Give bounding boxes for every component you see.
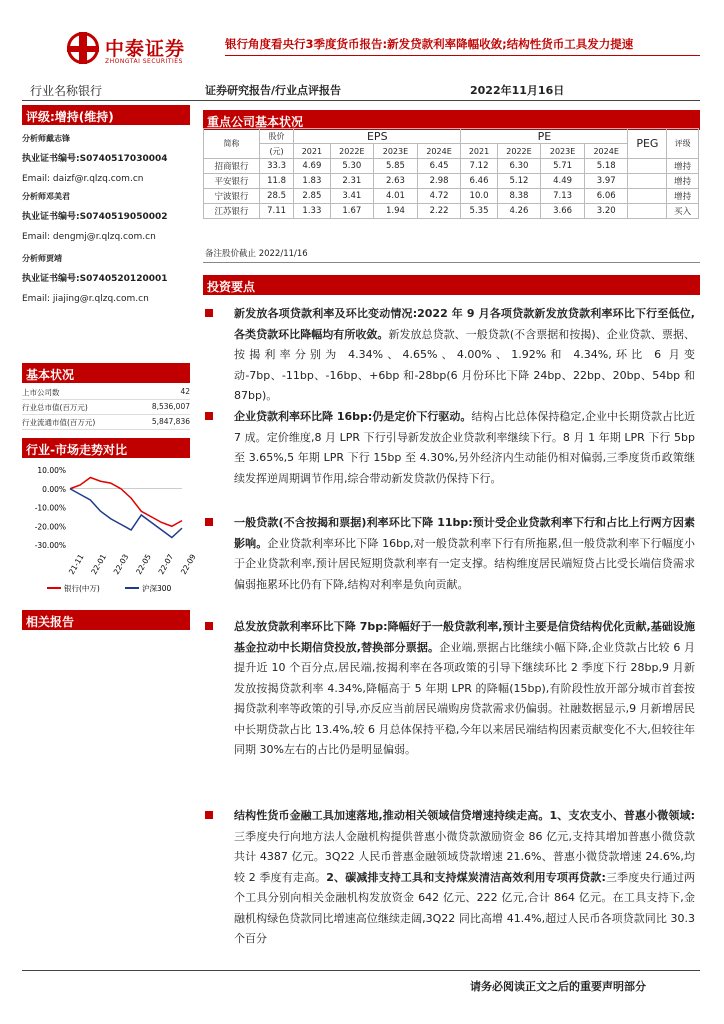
y-tick-label: 10.00% [37,466,66,475]
col-year: 2023E [374,144,418,159]
price-cell: 11.8 [259,174,293,189]
col-eps: EPS [294,129,461,144]
stat-value: 8,536,007 [151,402,190,411]
price-cell: 28.5 [259,189,293,204]
series-line [70,489,182,538]
value-cell: 2.85 [294,189,330,204]
col-pe: PE [461,129,628,144]
trend-chart [22,460,198,600]
stat-value: 42 [180,387,190,396]
table-divider [203,262,700,263]
stat-row [22,402,190,415]
analyst-email[interactable]: Email: dengmj@r.qlzq.com.cn [22,232,156,242]
col-year: 2024E [417,144,461,159]
cert-label: 执业证书编号: [22,212,80,222]
bullet-icon [205,309,213,317]
point-text-2: 三季度央行通过两个工具分别向相关金融机构发放资金 642 亿元、222 亿元,合计 864 亿元。在工具支持下,金融机构绿色贷款同比增速高位继续走阔,3Q22 同比高增 41.4%,超过人民币各项贷款同比 30.3 个百分 [234,870,695,945]
value-cell: 1.83 [294,174,330,189]
company-table [203,128,699,219]
company-logo [67,32,217,74]
analyst-block-1 [22,132,197,186]
y-tick-label: 0.00% [42,484,66,494]
header-divider [225,55,700,56]
value-cell: 5.35 [461,204,497,219]
value-cell: 4.69 [294,159,330,174]
x-tick-label: 22-07 [156,552,176,576]
value-cell: 5.18 [584,159,628,174]
peg-cell [628,159,667,174]
stat-row [22,387,190,400]
point-text: 企业贷款利率环比下降 16bp,对一般贷款利率下行有所拖累,但一般贷款利率下行幅度小于企业贷款利率,预计居民短期贷款利率有一定支撑。结构维度居民端短贷占比受长端信贷需求偏弱拖累环比仍有下降,结构对利率是负向贡献。 [234,536,695,591]
logo-mark-icon [67,32,99,64]
rating-cell: 增持 [667,174,699,189]
stat-key: 行业总市值(百万元) [22,403,88,412]
analyst-block-3 [22,252,197,306]
table-row [204,174,699,189]
col-rating: 评级 [667,129,699,159]
peg-cell [628,204,667,219]
point-text: 新发放总贷款、一般贷款(不含票据和按揭)、企业贷款、票据、按揭利率分别为 4.34%、4.65%、4.00%、1.92%和 4.34%,环比 6 月变动-7bp、-11bp、-16bp、+6bp 和-28bp(6 月份环比下降 24bp、22bp、20bp、54bp 和 87bp)。 [234,327,695,402]
point-text: 三季度央行向地方法人金融机构提供普惠小微贷款激励资金 86 亿元,支持其增加普惠小微贷款共计 4387 亿元。3Q22 人民币普惠金融领域贷款增速 21.6%、普惠小微贷款增速 24.6%,均较 2 季度有走高。 [234,829,695,884]
report-type: 证券研究报告/行业点评报告 [205,84,342,97]
logo-english: ZHONGTAI SECURITIES [105,58,183,65]
price-note: 备注股价截止 2022/11/16 [205,249,308,259]
analyst-email[interactable]: Email: daizf@r.qlzq.com.cn [22,174,144,184]
industry-name: 行业名称银行 [30,84,103,98]
rating-cell: 买入 [667,204,699,219]
value-cell: 1.94 [374,204,418,219]
value-cell: 3.20 [584,204,628,219]
basic-status-label: 基本状况 [22,363,190,383]
analyst-title: 分析师贾靖 [22,254,62,263]
point-text: 企业端,票据占比继续小幅下降,企业贷款占比较 6 月提升近 10 个百分点,居民端,按揭利率在各项政策的引导下继续环比 2 季度下行 28bp,9 月新发放按揭贷款利率 4.34%,降幅高于 5 年期 LPR 的降幅(15bp),有阶段性放开部分城市首套按揭贷款利率等政策的引导,亦反应当前居民端购房贷款需求仍偏弱。社融数据显示,9 月新增居民中长期贷款占比 13.4%,较 6 月总体保持平稳,今年以来居民端结构因素贡献变化不大,但较往年同期 30%左右的占比仍是明显偏弱。 [234,640,695,756]
rating-label: 评级:增持(维持) [22,105,190,125]
col-year: 2022E [330,144,374,159]
value-cell: 7.12 [461,159,497,174]
value-cell: 6.46 [461,174,497,189]
y-tick-label: -20.00% [34,522,66,532]
point-heading: 一般贷款(不含按揭和票据)利率环比下降 11bp:预计受企业贷款利率下行和占比上行两方因素影响。 [234,516,695,550]
analyst-title: 分析师戴志锋 [22,134,70,143]
market-trend-label: 行业-市场走势对比 [22,438,190,458]
value-cell: 2.22 [417,204,461,219]
price-cell: 33.3 [259,159,293,174]
point-4 [205,617,695,761]
value-cell: 6.06 [584,189,628,204]
point-3 [205,513,695,595]
series-line [70,478,182,527]
point-heading: 新发放各项贷款利率及环比变动情况:2022 年 9 月各项贷款新发放贷款利率环比下行至低位,各类贷款环比降幅均有所收敛。 [234,307,695,341]
table-row [204,189,699,204]
col-year: 2021 [294,144,330,159]
bullet-icon [205,811,213,819]
value-cell: 5.85 [374,159,418,174]
report-headline: 银行角度看央行3季度货币报告:新发贷款利率降幅收敛;结构性货币工具发力提速 [225,37,634,51]
disclaimer-note: 请务必阅读正文之后的重要声明部分 [470,980,646,993]
col-year: 2023E [541,144,585,159]
analyst-title: 分析师邓美君 [22,192,70,201]
point-heading-2: 2、碳减排支持工具和支持煤炭清洁高效利用专项再贷款: [326,870,606,884]
point-heading: 总发放贷款利率环比下降 7bp:降幅好于一般贷款利率,预计主要是信贷结构优化贡献,基础设施基金拉动中长期信贷投放,替换部分票据。 [234,620,695,654]
bullet-icon [205,412,213,420]
bullet-icon [205,622,213,630]
value-cell: 2.63 [374,174,418,189]
logo-name: 中泰证券 [105,38,186,60]
stat-value: 5,847,836 [151,417,190,426]
stat-row [22,417,190,430]
value-cell: 4.49 [541,174,585,189]
cert-number: S0740520120001 [79,274,168,284]
point-5 [205,806,695,966]
x-tick-label: 22-01 [89,552,109,576]
x-tick-label: 22-03 [111,552,131,576]
legend-label: 银行(中万) [64,584,100,593]
analyst-block-2 [22,190,197,244]
stat-key: 上市公司数 [22,388,60,397]
legend-label: 沪深300 [142,584,172,593]
peg-cell [628,174,667,189]
company-name: 招商银行 [204,159,260,174]
point-heading: 结构性货币金融工具加速落地,推动相关领域信贷增速持续走高。1、支农支小、普惠小微领域: [234,809,695,822]
x-tick-label: 22-05 [134,552,153,576]
point-1 [205,304,695,407]
col-price: 股价 [259,129,293,144]
footer-divider [22,970,700,971]
value-cell: 3.41 [330,189,374,204]
cert-number: S0740517030004 [79,154,168,164]
col-year: 2021 [461,144,497,159]
value-cell: 2.31 [330,174,374,189]
x-tick-label: 22-09 [178,552,198,576]
y-tick-label: -30.00% [34,541,66,550]
rating-cell: 增持 [667,159,699,174]
company-name: 宁波银行 [204,189,260,204]
value-cell: 4.01 [374,189,418,204]
table-row [204,159,699,174]
value-cell: 3.97 [584,174,628,189]
company-name: 江苏银行 [204,204,260,219]
value-cell: 5.71 [541,159,585,174]
cert-label: 执业证书编号: [22,154,80,164]
y-tick-label: -10.00% [34,503,66,513]
value-cell: 7.13 [541,189,585,204]
analyst-email[interactable]: Email: jiajing@r.qlzq.com.cn [22,294,149,304]
bullet-icon [205,518,213,526]
value-cell: 2.98 [417,174,461,189]
company-status-label: 重点公司基本状况 [203,110,700,130]
value-cell: 4.72 [417,189,461,204]
x-tick-label: 21-11 [66,552,86,576]
value-cell: 6.30 [497,159,541,174]
point-heading: 企业贷款利率环比降 16bp:仍是定价下行驱动。 [234,410,472,423]
cert-label: 执业证书编号: [22,274,80,284]
rating-cell: 增持 [667,189,699,204]
peg-cell [628,189,667,204]
table-row [204,204,699,219]
value-cell: 5.12 [497,174,541,189]
value-cell: 6.45 [417,159,461,174]
col-peg: PEG [628,129,667,159]
value-cell: 5.30 [330,159,374,174]
value-cell: 1.33 [294,204,330,219]
related-reports-label: 相关报告 [22,610,190,630]
point-2 [205,407,695,489]
point-text: 结构占比总体保持稳定,企业中长期贷款占比近 7 成。定价维度,8 月 LPR 下行引导新发放企业贷款利率继续下行。8 月 1 年期 LPR 下行 5bp 至 3.65%,5 年期 LPR 下行 15bp 至 4.30%,另外经济内生动能仍相对偏弱,三季度货币政策继续发挥逆周期调节作用,综合带动新发贷款仍保持下行。 [234,410,695,485]
price-cell: 7.11 [259,204,293,219]
col-price-unit: (元) [259,144,293,159]
report-date: 2022年11月16日 [470,84,565,97]
value-cell: 3.66 [541,204,585,219]
value-cell: 4.26 [497,204,541,219]
col-name: 简称 [204,129,260,159]
col-year: 2022E [497,144,541,159]
cert-number: S0740519050002 [79,212,168,222]
company-name: 平安银行 [204,174,260,189]
stat-key: 行业流通市值(百万元) [22,418,96,427]
value-cell: 8.38 [497,189,541,204]
value-cell: 10.0 [461,189,497,204]
investment-points-label: 投资要点 [203,275,700,295]
top-divider [22,100,700,101]
value-cell: 1.67 [330,204,374,219]
col-year: 2024E [584,144,628,159]
